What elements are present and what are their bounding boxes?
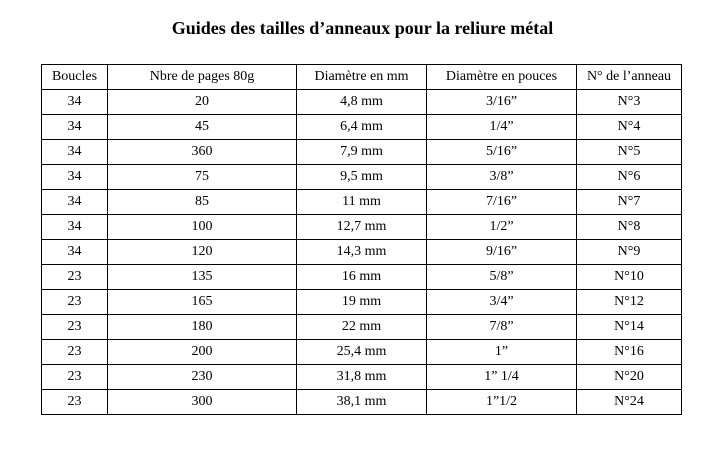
cell-nbre-pages: 360 (108, 140, 297, 165)
cell-diametre-pouces: 3/8” (427, 165, 577, 190)
cell-nbre-pages: 300 (108, 390, 297, 415)
table-row (42, 365, 682, 390)
table-row (42, 290, 682, 315)
cell-diametre-pouces: 7/16” (427, 190, 577, 215)
table-row (42, 165, 682, 190)
cell-diametre-pouces: 5/8” (427, 265, 577, 290)
cell-diametre-mm: 22 mm (297, 315, 427, 340)
cell-diametre-mm: 19 mm (297, 290, 427, 315)
cell-diametre-pouces: 1/2” (427, 215, 577, 240)
cell-nbre-pages: 75 (108, 165, 297, 190)
cell-numero-anneau: N°7 (577, 190, 682, 215)
cell-diametre-mm: 11 mm (297, 190, 427, 215)
cell-diametre-mm: 6,4 mm (297, 115, 427, 140)
cell-nbre-pages: 165 (108, 290, 297, 315)
cell-diametre-pouces: 1” (427, 340, 577, 365)
table-row (42, 315, 682, 340)
cell-diametre-pouces: 5/16” (427, 140, 577, 165)
table-row (42, 340, 682, 365)
cell-diametre-mm: 9,5 mm (297, 165, 427, 190)
cell-nbre-pages: 120 (108, 240, 297, 265)
cell-boucles: 34 (42, 90, 108, 115)
cell-numero-anneau: N°16 (577, 340, 682, 365)
cell-numero-anneau: N°10 (577, 265, 682, 290)
cell-diametre-mm: 38,1 mm (297, 390, 427, 415)
table-row (42, 115, 682, 140)
cell-boucles: 34 (42, 165, 108, 190)
cell-boucles: 23 (42, 315, 108, 340)
cell-boucles: 34 (42, 190, 108, 215)
cell-diametre-mm: 14,3 mm (297, 240, 427, 265)
cell-nbre-pages: 230 (108, 365, 297, 390)
table-header-row (42, 65, 682, 90)
cell-diametre-pouces: 1” 1/4 (427, 365, 577, 390)
cell-diametre-pouces: 1/4” (427, 115, 577, 140)
cell-diametre-pouces: 3/16” (427, 90, 577, 115)
table-row (42, 140, 682, 165)
cell-boucles: 34 (42, 140, 108, 165)
cell-nbre-pages: 85 (108, 190, 297, 215)
cell-diametre-pouces: 3/4” (427, 290, 577, 315)
cell-diametre-pouces: 7/8” (427, 315, 577, 340)
cell-numero-anneau: N°5 (577, 140, 682, 165)
cell-boucles: 23 (42, 365, 108, 390)
cell-numero-anneau: N°14 (577, 315, 682, 340)
cell-diametre-mm: 4,8 mm (297, 90, 427, 115)
page-title: Guides des tailles d’anneaux pour la reliure métal (171, 18, 554, 38)
table-row (42, 265, 682, 290)
cell-diametre-mm: 25,4 mm (297, 340, 427, 365)
cell-numero-anneau: N°9 (577, 240, 682, 265)
cell-numero-anneau: N°24 (577, 390, 682, 415)
header-diametre-pouces: Diamètre en pouces (427, 65, 577, 90)
cell-nbre-pages: 180 (108, 315, 297, 340)
header-numero-anneau: N° de l’anneau (577, 65, 682, 90)
cell-nbre-pages: 45 (108, 115, 297, 140)
header-nbre-pages: Nbre de pages 80g (108, 65, 297, 90)
cell-boucles: 23 (42, 390, 108, 415)
cell-boucles: 23 (42, 265, 108, 290)
cell-boucles: 23 (42, 340, 108, 365)
cell-diametre-mm: 12,7 mm (297, 215, 427, 240)
table-body (42, 90, 682, 415)
cell-numero-anneau: N°3 (577, 90, 682, 115)
table-row (42, 215, 682, 240)
cell-numero-anneau: N°4 (577, 115, 682, 140)
table-row (42, 390, 682, 415)
cell-numero-anneau: N°20 (577, 365, 682, 390)
cell-boucles: 34 (42, 115, 108, 140)
cell-diametre-pouces: 1”1/2 (427, 390, 577, 415)
cell-numero-anneau: N°6 (577, 165, 682, 190)
cell-diametre-mm: 31,8 mm (297, 365, 427, 390)
cell-diametre-mm: 16 mm (297, 265, 427, 290)
table-row (42, 90, 682, 115)
cell-numero-anneau: N°8 (577, 215, 682, 240)
ring-size-table (41, 64, 682, 415)
cell-nbre-pages: 100 (108, 215, 297, 240)
cell-nbre-pages: 200 (108, 340, 297, 365)
cell-nbre-pages: 135 (108, 265, 297, 290)
cell-numero-anneau: N°12 (577, 290, 682, 315)
cell-diametre-pouces: 9/16” (427, 240, 577, 265)
cell-nbre-pages: 20 (108, 90, 297, 115)
cell-boucles: 34 (42, 215, 108, 240)
header-boucles: Boucles (42, 65, 108, 90)
cell-boucles: 23 (42, 290, 108, 315)
header-diametre-mm: Diamètre en mm (297, 65, 427, 90)
cell-diametre-mm: 7,9 mm (297, 140, 427, 165)
cell-boucles: 34 (42, 240, 108, 265)
table-row (42, 190, 682, 215)
table-row (42, 240, 682, 265)
